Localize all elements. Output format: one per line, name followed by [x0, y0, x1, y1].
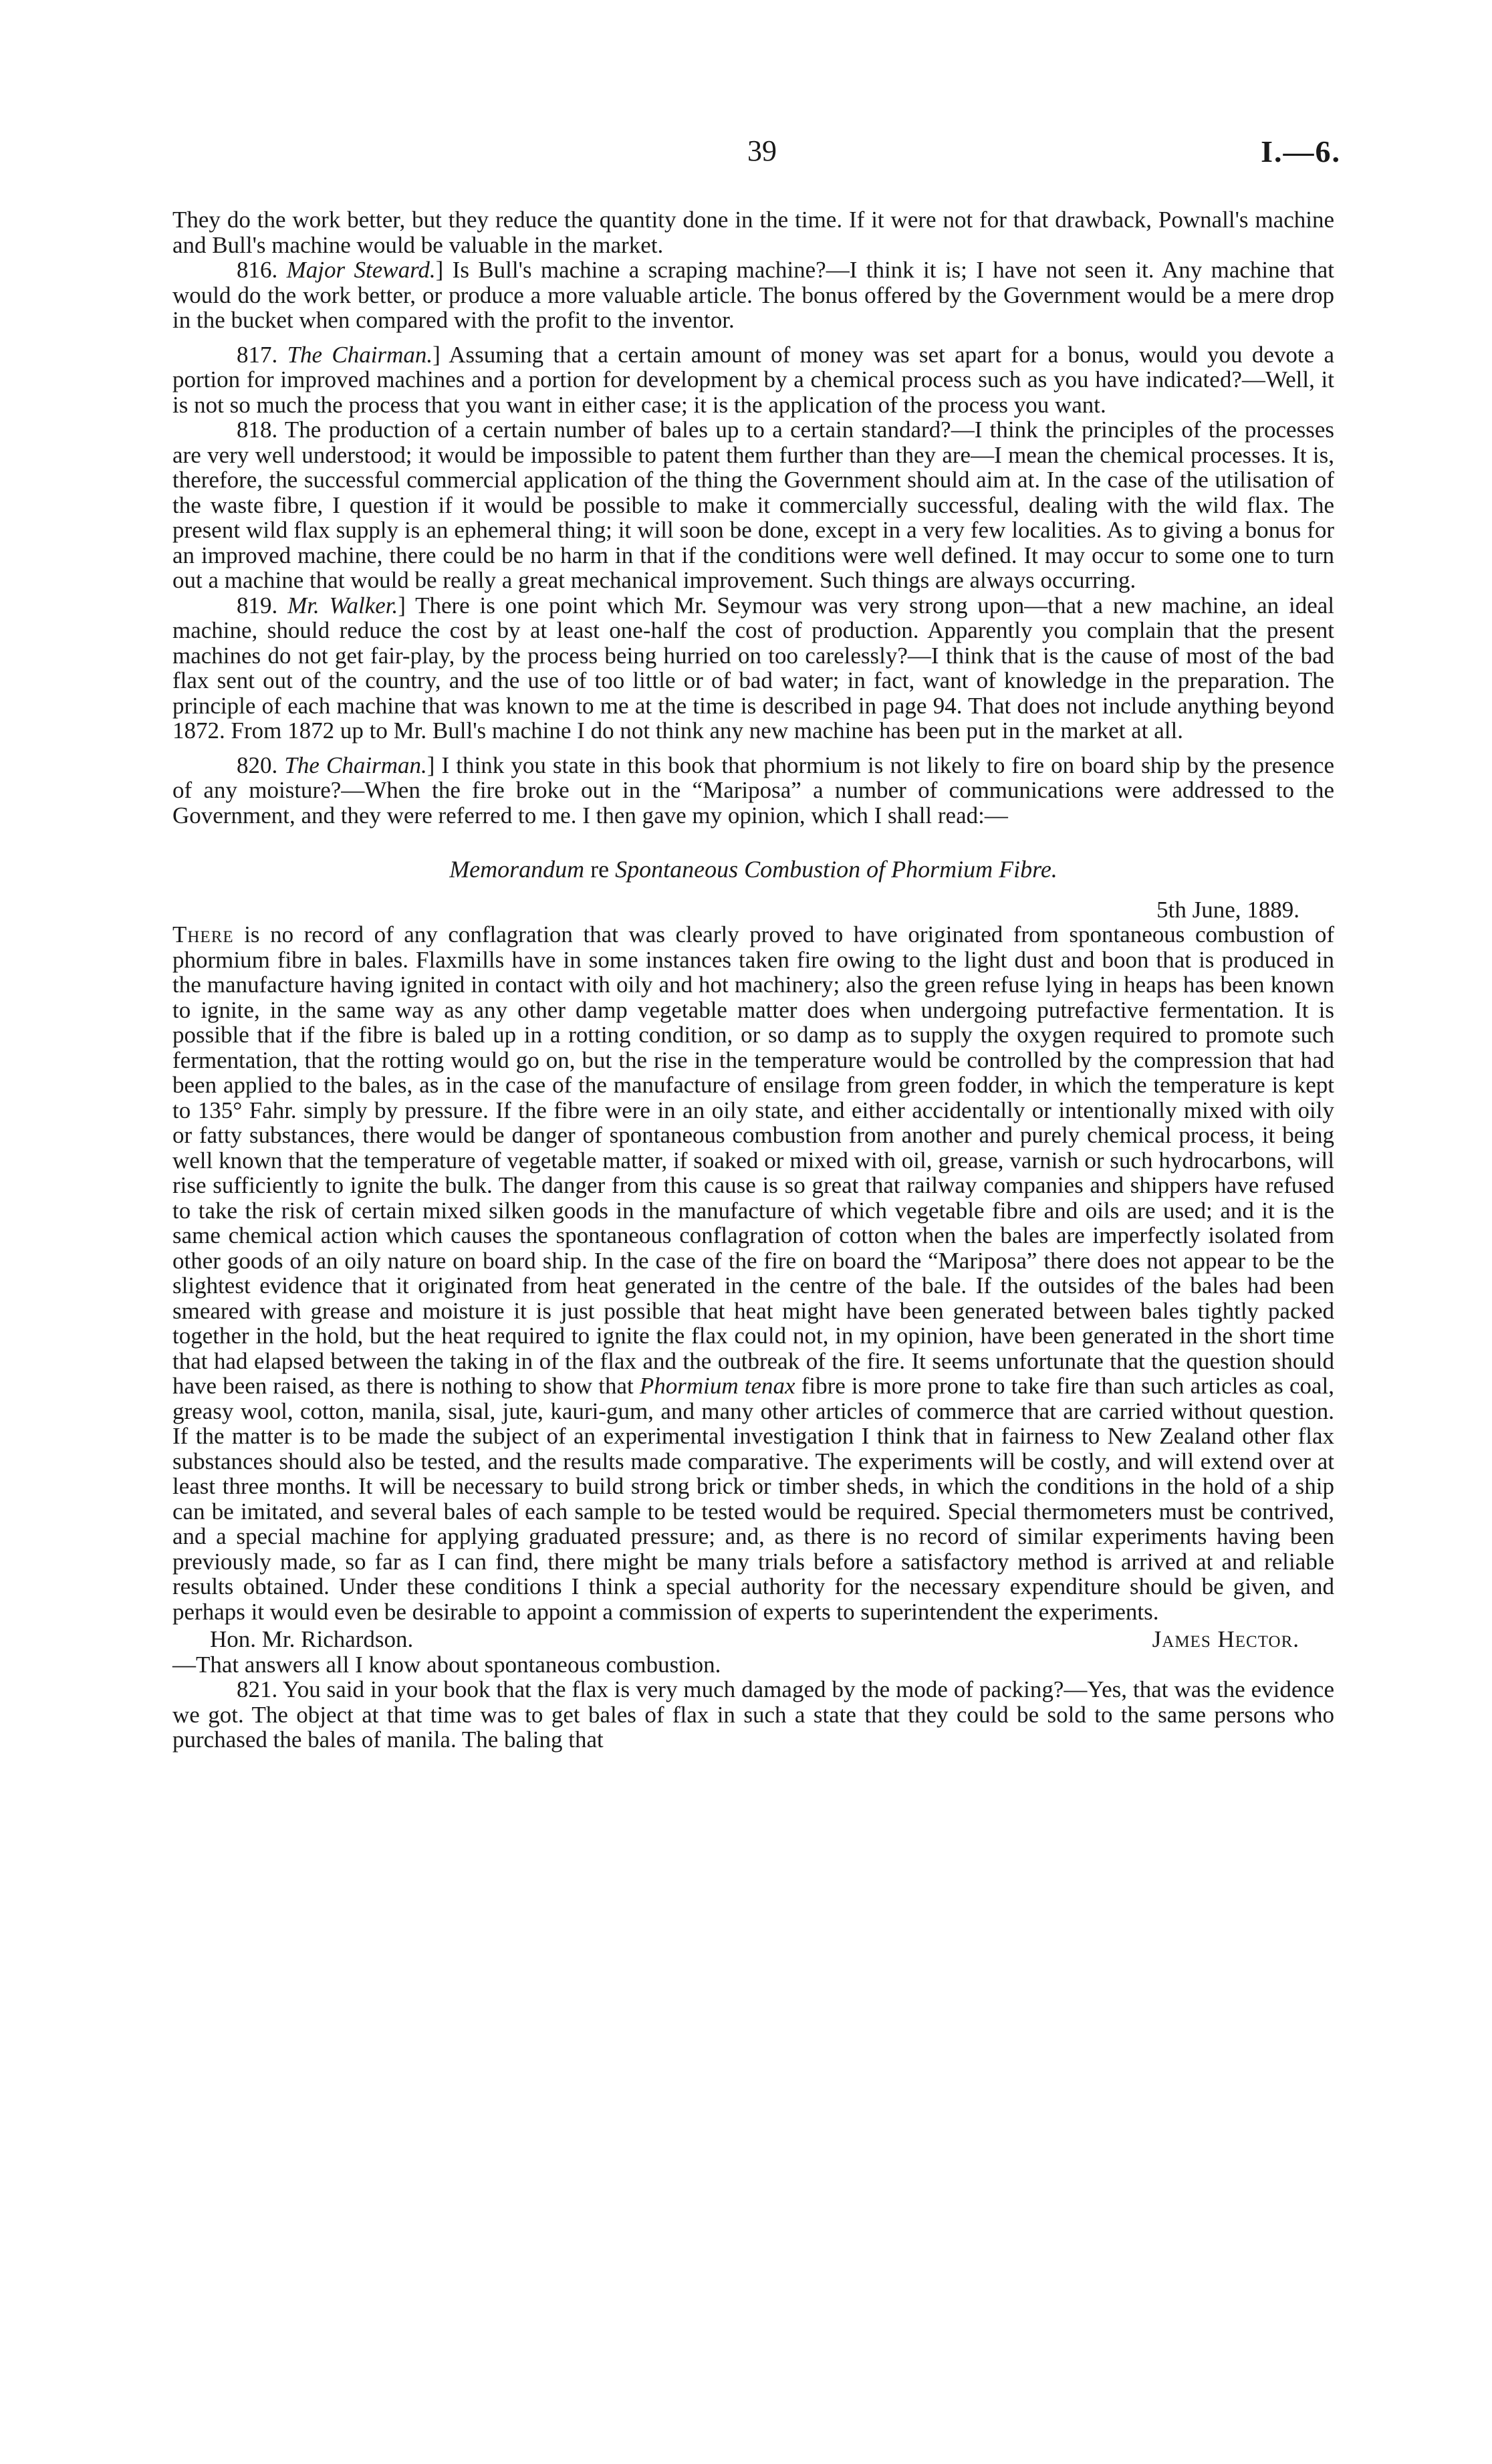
memorandum-title: [172, 857, 1334, 883]
question-number: 820.: [237, 752, 278, 778]
paragraph-818: 818. The production of a certain number of bales up to a certain standard?—I think the principles of the processes are very well understood; it would be impossible to patent them further than they are—I mean the chemical processes. It is, therefore, the successful commercial application of the thing the Government should aim at. In the case of the utilisation of the waste fibre, I question if it would be possible to make it commercially successful, dealing with the wild flax. The present wild flax supply is an ephemeral thing; it will soon be done, except in a very few localities. As to giving a bonus for an improved machine, there could be no harm in that if the conditions were well defined. It may occur to some one to turn out a machine that would be really a great mechanical improvement. Such things are always occurring.: [172, 417, 1334, 593]
memo-text-part-2: fibre is more prone to take fire than such articles as coal, greasy wool, cotton, manila, sisal, jute, kauri-gum, and many other articles of commerce that are carried without question. If the matter is to be made the subject of an experimental investigation I think that in fairness to New Zealand other flax substances should also be tested, and the results made comparative. The experiments will be costly, and will extend over at least three months. It will be necessary to build strong brick or timber sheds, in which the conditions in the hold of a ship can be imitated, and several bales of each sample to be tested would be required. Special thermometers must be contrived, and a special machine for applying graduated pressure; and, as there is no record of similar experiments having been previously made, so far as I can find, there might be many trials before a satisfactory method is arrived at and reliable results obtained. Under these conditions I think a special authority for the necessary expenditure should be given, and perhaps it would even be desirable to appoint a commission of experts to superintendent the experiments.: [172, 1373, 1334, 1625]
memorandum-date: 5th June, 1889.: [1156, 896, 1299, 923]
paragraph-817: [172, 342, 1334, 418]
memo-title-b: Spontaneous Combustion of Phormium Fibre.: [615, 856, 1058, 883]
memorandum-text: [172, 922, 1334, 1624]
memo-text-part-1: is no record of any conflagration that was clearly proved to have originated from spontaneous combustion of phormium fibre in bales. Flaxmills have in some instances taken fire owing to the light dust and boon that is produced in the manufacture having ignited in contact with oily and hot machinery; also the green refuse lying in heaps has been known to ignite, in the same way as any other damp vegetable matter does when undergoing putrefactive fermentation. It is possible that if the fibre is baled up in a rotting condition, or so damp as to supply the oxygen required to promote such fermentation, that the rotting would go on, but the rise in the temperature would be controlled by the compression that had been applied to the bales, as in the case of the manufacture of ensilage from green fodder, in which the temperature is kept to 135° Fahr. simply by pressure. If the fibre were in an oily state, and either accidentally or intentionally mixed with oily or fatty substances, there would be danger of spontaneous combustion from another and purely chemical process, it being well known that the temperature of vegetable matter, if soaked or mixed with oil, grease, varnish or such hydrocarbons, will rise sufficiently to ignite the bulk. The danger from this cause is so great that railway companies and shippers have refused to take the risk of certain mixed silken goods in the manufacture of which vegetable fibre and oils are used; and it is the same chemical action which causes the spontaneous conflagration of cotton when the bales are imperfectly isolated from other goods of an oily nature on board ship. In the case of the fire on board the “Mariposa” there does not appear to be the slightest evidence that it originated from heat generated in the centre of the bale. If the outsides of the bales had been smeared with grease and moisture it is just possible that heat might have been generated between bales tightly packed together in the hold, but the heat required to ignite the flax could not, in my opinion, have been generated in the short time that had elapsed between the taking in of the flax and the outbreak of the fire. It seems unfortunate that the question should have been raised, as there is nothing to show that: [172, 921, 1334, 1399]
speaker: The Chairman.: [287, 341, 433, 368]
species-name: Phormium tenax: [639, 1373, 795, 1399]
speaker: The Chairman.: [284, 752, 427, 778]
question-number: 816.: [237, 257, 278, 283]
paragraph-text: ] I think you state in this book that phormium is not likely to fire on board ship by the presence of any moisture?—When the fire broke out in the “Mariposa” a number of communications were addressed to the Government, and they were referred to me. I then gave my opinion, which I shall read:—: [172, 752, 1334, 828]
question-number: 817.: [237, 341, 278, 368]
memo-signature: James Hector.: [1152, 1626, 1299, 1652]
paragraph-819: [172, 593, 1334, 744]
memo-lead-word: There: [172, 921, 234, 947]
question-number: 819.: [237, 592, 278, 619]
paragraph-820: [172, 753, 1334, 828]
paragraph-821: 821. You said in your book that the flax is very much damaged by the mode of packing?—Yes, that was the evidence we got. The object at that time was to get bales of flax in such a state that they could be sold to the same persons who purchased the bales of manila. The baling that: [172, 1676, 1334, 1753]
memorandum-body: [172, 922, 1334, 1624]
speaker: Major Steward.: [286, 257, 436, 283]
memo-sign-row: [172, 1627, 1334, 1652]
memo-addressee: Hon. Mr. Richardson.: [210, 1626, 414, 1652]
memo-title-re: re: [584, 856, 616, 883]
paragraph-continuation: They do the work better, but they reduce the quantity done in the time. If it were not for that drawback, Pownall's machine and Bull's machine would be valuable in the market.: [172, 207, 1334, 258]
speaker: Mr. Walker.: [287, 592, 398, 619]
paragraph-text: ] Is Bull's machine a scraping machine?—I think it is; I have not seen it. Any machine that would do the work better, or produce a more valuable article. The bonus offered by the Government would be a mere drop in the bucket when compared with the profit to the inventor.: [172, 257, 1334, 333]
memo-title-a: Memorandum: [449, 856, 585, 883]
paragraph-after-memo: —That answers all I know about spontaneous combustion.: [172, 1651, 721, 1678]
body-text: [172, 207, 1334, 1753]
paragraph-text: ] There is one point which Mr. Seymour was very strong upon—that a new machine, an ideal machine, should reduce the cost by at least one-half the cost of production. Apparently you complain that the present machines do not get fair-play, by the process being hurried on too carelessly?—I think that is the cause of most of the bad flax sent out of the country, and the use of too little or of bad water; in fact, want of knowledge in the preparation. The principle of each machine that was known to me at the time is described in page 94. That does not include anything beyond 1872. From 1872 up to Mr. Bull's machine I do not think any new machine has been put in the market at all.: [172, 592, 1334, 744]
paragraph-text: ] Assuming that a certain amount of money was set apart for a bonus, would you devote a portion for improved machines and a portion for development by a chemical process such as you have indicated?—Well, it is not so much the process that you want in either case; it is the application of the process you want.: [172, 341, 1335, 418]
paragraph-816: [172, 257, 1334, 333]
page-number: 39: [747, 134, 777, 167]
document-reference: I.—6.: [1261, 134, 1341, 169]
